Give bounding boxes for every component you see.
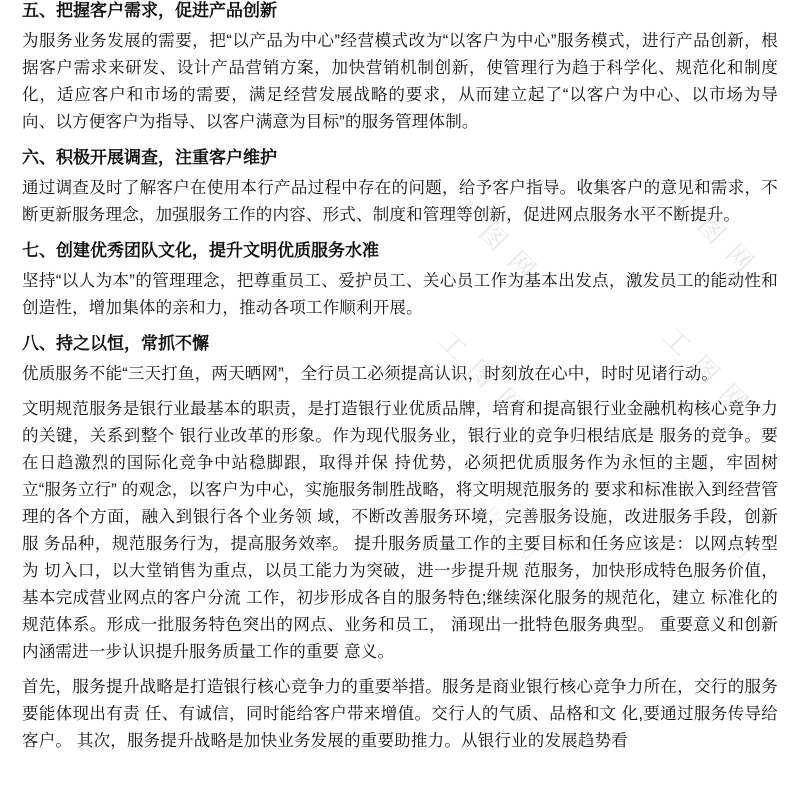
watermark-text: 工图网 bbox=[663, 468, 770, 575]
watermark-text: 工图网 bbox=[445, 188, 552, 295]
section-heading-6: 六、积极开展调查，注重客户维护 bbox=[22, 148, 277, 167]
section-heading-7: 七、创建优秀团队文化，提升文明优质服务水准 bbox=[22, 241, 379, 260]
watermark-text: 工图网 bbox=[445, 473, 552, 580]
section-body-7: 坚持“以人为本”的管理理念，把尊重员工、爱护员工、关心员工作为基本出发点，激发员工的能动性和创造性，增加集体的亲和力，推动各项工作顺利开展。 bbox=[22, 272, 778, 317]
section-body-6: 通过调查及时了解客户在使用本行产品过程中存在的问题，给予客户指导。收集客户的意见和需求，不断更新服务理念，加强服务工作的内容、形式、制度和管理等创新，促进网点服务水平不断提升。 bbox=[22, 179, 778, 224]
watermark-text: 工图网 bbox=[663, 181, 770, 288]
section-body-5: 为服务业务发展的需要，把“以产品为中心”经营模式改为“以客户为中心”服务模式，进行产品创新，根据客户需求来研发、设计产品营销方案，加快营销机制创新，使管理行为趋于科学化、规范化和制度化，适应客户和市场的需要，满足经营发展战略的要求，从而建立起了“以客户为中心、以市场为导向、以方便客户为指导、以客户满意为目标”的服务管理体制。 bbox=[22, 32, 778, 131]
paragraph-service-standards: 文明规范服务是银行业最基本的职责，是打造银行业优质品牌，培育和提高银行业金融机构核心竞争力的关键，关系到整个 银行业改革的形象。作为现代服务业，银行业的竞争归根结底是 服务的竞争。要在日趋激烈的国际化竞争中站稳脚跟，取得并保 持优势，必须把优质服务作为永恒的主题，牢固树立“服务立行” 的观念，以客户为中心，实施服务制胜战略，将文明规范服务的 要求和标准嵌入到经营管理的各个方面，融入到银行各个业务领 域，不断改善服务环境，完善服务设施，改进服务手段，创新服 务品种，规范服务行为，提高服务效率。 提升服务质量工作的主要目标和任务应该是：以网点转型为 切入口，以大堂销售为重点，以员工能力为突破，进一步提升规 范服务，加快形成特色服务价值，基本完成营业网点的客户分流 工作，初步形成各自的服务特色;继续深化服务的规范化，建立 标准化的规范体系。形成一批服务特色突出的网点、业务和员工， 涌现出一批特色服务典型。 重要意义和创新内涵需进一步认识提升服务质量工作的重要 意义。 bbox=[22, 400, 778, 661]
watermark-text: 工图网 bbox=[657, 321, 764, 428]
section-heading-5: 五、把握客户需求，促进产品创新 bbox=[22, 1, 277, 20]
watermark-text: 工图网 bbox=[433, 325, 540, 432]
section-heading-8: 八、持之以恒，常抓不懈 bbox=[22, 334, 209, 353]
section-body-8: 优质服务不能“三天打鱼，两天晒网”，全行员工必须提高认识，时刻放在心中，时时见诸行动。 bbox=[22, 365, 719, 383]
paragraph-service-strategy: 首先，服务提升战略是打造银行核心竞争力的重要举措。服务是商业银行核心竞争力所在，交行的服务要能体现出有责 任、有诚信，同时能给客户带来增值。交行人的气质、品格和文 化,要通过服务传导给客户。 其次，服务提升战略是加快业务发展的重要助推力。从银行业的发展趋势看 bbox=[22, 678, 778, 750]
